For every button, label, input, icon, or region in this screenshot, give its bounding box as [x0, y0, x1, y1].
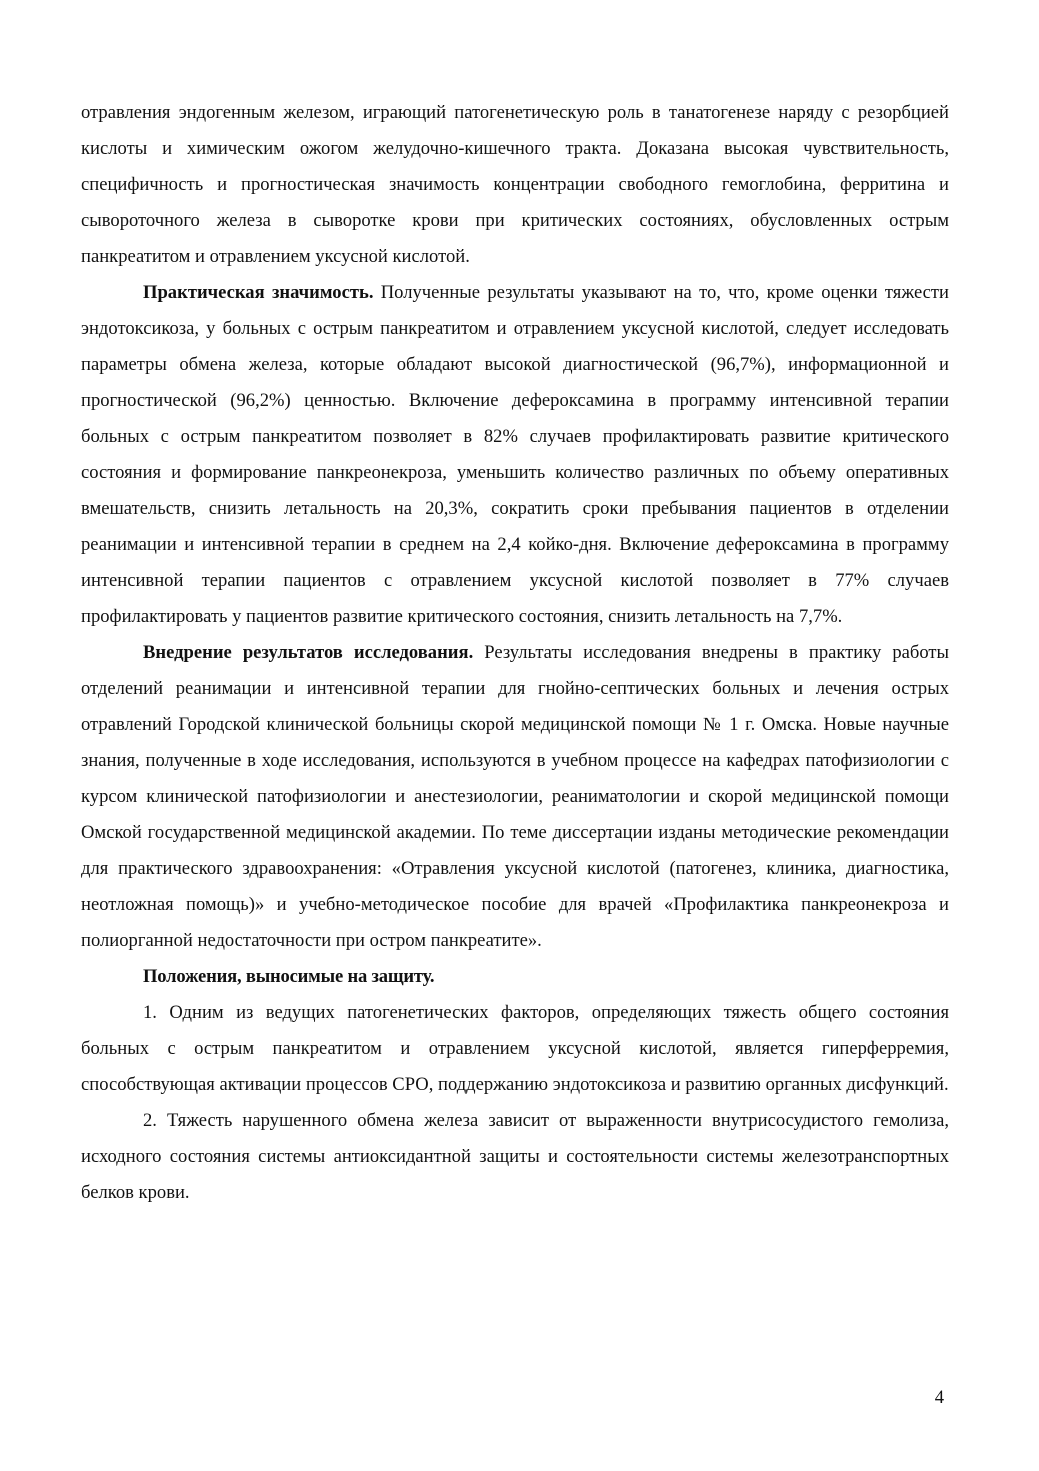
paragraph-text: отравления эндогенным железом, играющий патогенетическую роль в танатогенезе наряду с резорбцией кислоты и химическим ожогом желудочно-кишечного тракта. Доказана высокая чувствительность, специфичность и прогностическая значимость концентрации свободного гемоглобина, ферритина и сывороточного железа в сыворотке крови при критических состояниях, обусловленных острым панкреатитом и отравлением уксусной кислотой.	[81, 102, 949, 267]
thesis-item: 2. Тяжесть нарушенного обмена железа зависит от выраженности внутрисосудистого гемолиза, исходного состояния системы антиоксидантной защиты и состоятельности системы железотранспортных белков крови.	[81, 1110, 949, 1203]
inline-heading: Внедрение результатов исследования.	[143, 642, 474, 663]
paragraph-practical-significance	[81, 275, 949, 635]
paragraph-text: Результаты исследования внедрены в практику работы отделений реанимации и интенсивной терапии для гнойно-септических больных и лечения острых отравлений Городской клинической больницы скорой медицинской помощи № 1 г. Омска. Новые научные знания, полученные в ходе исследования, используются в учебном процессе на кафедрах патофизиологии с курсом клинической патофизиологии и анестезиологии, реаниматологии и скорой медицинской помощи Омской государственной медицинской академии. По теме диссертации изданы методические рекомендации для практического здравоохранения: «Отравления уксусной кислотой (патогенез, клиника, диагностика, неотложная помощь)» и учебно-методическое пособие для врачей «Профилактика панкреонекроза и полиорганной недостаточности при остром панкреатите».	[81, 642, 949, 951]
thesis-item: 1. Одним из ведущих патогенетических факторов, определяющих тяжесть общего состояния больных с острым панкреатитом и отравлением уксусной кислотой, является гиперферремия, способствующая активации процессов СРО, поддержанию эндотоксикоза и развитию органных дисфункций.	[81, 1002, 949, 1095]
paragraph-implementation	[81, 635, 949, 959]
page-number: 4	[934, 1387, 944, 1408]
section-heading: Положения, выносимые на защиту.	[143, 966, 435, 987]
inline-heading: Практическая значимость.	[143, 282, 374, 303]
paragraph-text: Полученные результаты указывают на то, что, кроме оценки тяжести эндотоксикоза, у больных с острым панкреатитом и отравлением уксусной кислотой, следует исследовать параметры обмена железа, которые обладают высокой диагностической (96,7%), информационной и прогностической (96,2%) ценностью. Включение дефероксамина в программу интенсивной терапии больных с острым панкреатитом позволяет в 82% случаев профилактировать развитие критического состояния и формирование панкреонекроза, уменьшить количество различных по объему оперативных вмешательств, снизить летальность на 20,3%, сократить сроки пребывания пациентов в отделении реанимации и интенсивной терапии в среднем на 2,4 койко-дня. Включение дефероксамина в программу интенсивной терапии пациентов с отравлением уксусной кислотой позволяет в 77% случаев профилактировать у пациентов развитие критического состояния, снизить летальность на 7,7%.	[81, 282, 949, 627]
document-page	[81, 95, 949, 1211]
paragraph-continuation	[81, 95, 949, 275]
